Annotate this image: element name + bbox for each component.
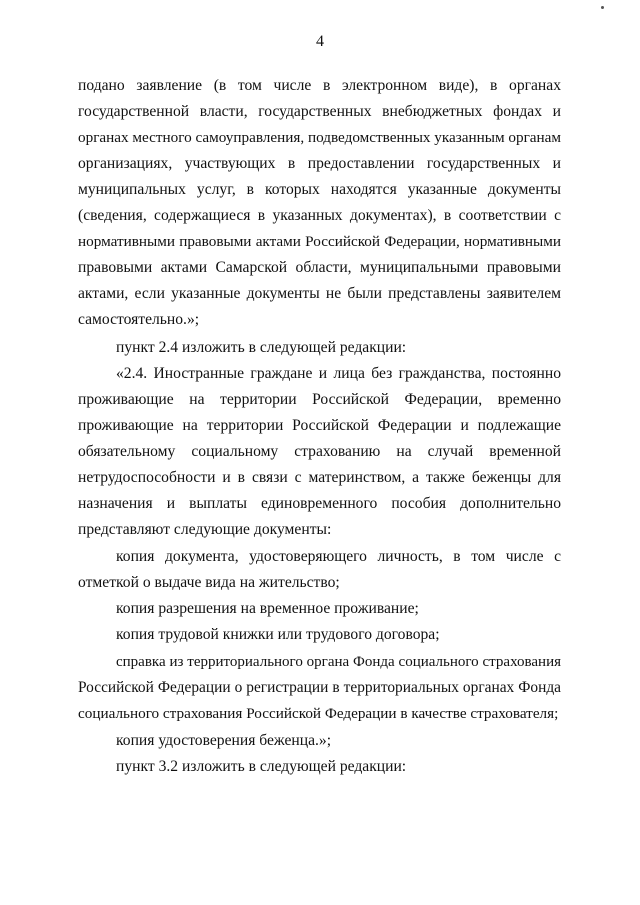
text-line: нетрудоспособности и в связи с материнством, а также беженцы для: [78, 469, 561, 486]
paragraph-first-line: копия разрешения на временное проживание;: [116, 600, 419, 617]
text-line: актами, если указанные документы не были представлены заявителем: [78, 285, 561, 302]
paragraph-first-line: копия документа, удостоверяющего личность, в том числе с: [116, 548, 561, 565]
paragraph-first-line: «2.4. Иностранные граждане и лица без гражданства, постоянно: [116, 365, 561, 382]
text-line: правовыми актами Самарской области, муниципальными правовыми: [78, 259, 561, 276]
text-line: отметкой о выдаче вида на жительство;: [78, 574, 340, 591]
text-line: проживающие на территории Российской Федерации и подлежащие: [78, 417, 561, 434]
text-line: назначения и выплаты единовременного пособия дополнительно: [78, 495, 561, 512]
text-line: (сведения, содержащиеся в указанных документах), в соответствии с: [78, 207, 561, 224]
paragraph-first-line: копия удостоверения беженца.»;: [116, 732, 332, 749]
text-line: представляют следующие документы:: [78, 521, 332, 538]
text-line: обязательному социальному страхованию на случай временной: [78, 443, 561, 460]
paragraph-first-line: пункт 3.2 изложить в следующей редакции:: [116, 758, 407, 775]
scan-speck: [601, 6, 604, 9]
paragraph-first-line: справка из территориального органа Фонда социального страхования: [116, 654, 561, 670]
text-line: органах местного самоуправления, подведомственных указанным органам: [78, 129, 562, 146]
text-line: нормативными правовыми актами Российской Федерации, нормативными: [78, 233, 561, 250]
paragraph-first-line: копия трудовой книжки или трудового договора;: [116, 626, 440, 643]
text-line: организациях, участвующих в предоставлении государственных и: [78, 155, 561, 172]
text-line: подано заявление (в том числе в электронном виде), в органах: [78, 77, 561, 94]
text-line: проживающие на территории Российской Федерации, временно: [78, 391, 561, 408]
text-line: социального страхования Российской Федерации в качестве страхователя;: [78, 705, 559, 722]
paragraph-first-line: пункт 2.4 изложить в следующей редакции:: [116, 339, 407, 356]
text-line: муниципальных услуг, в которых находятся указанные документы: [78, 181, 561, 198]
text-line: самостоятельно.»;: [78, 311, 200, 328]
page-number: 4: [316, 33, 324, 50]
text-line: государственной власти, государственных внебюджетных фондах и: [78, 103, 561, 120]
text-line: Российской Федерации о регистрации в территориальных органах Фонда: [78, 679, 561, 696]
